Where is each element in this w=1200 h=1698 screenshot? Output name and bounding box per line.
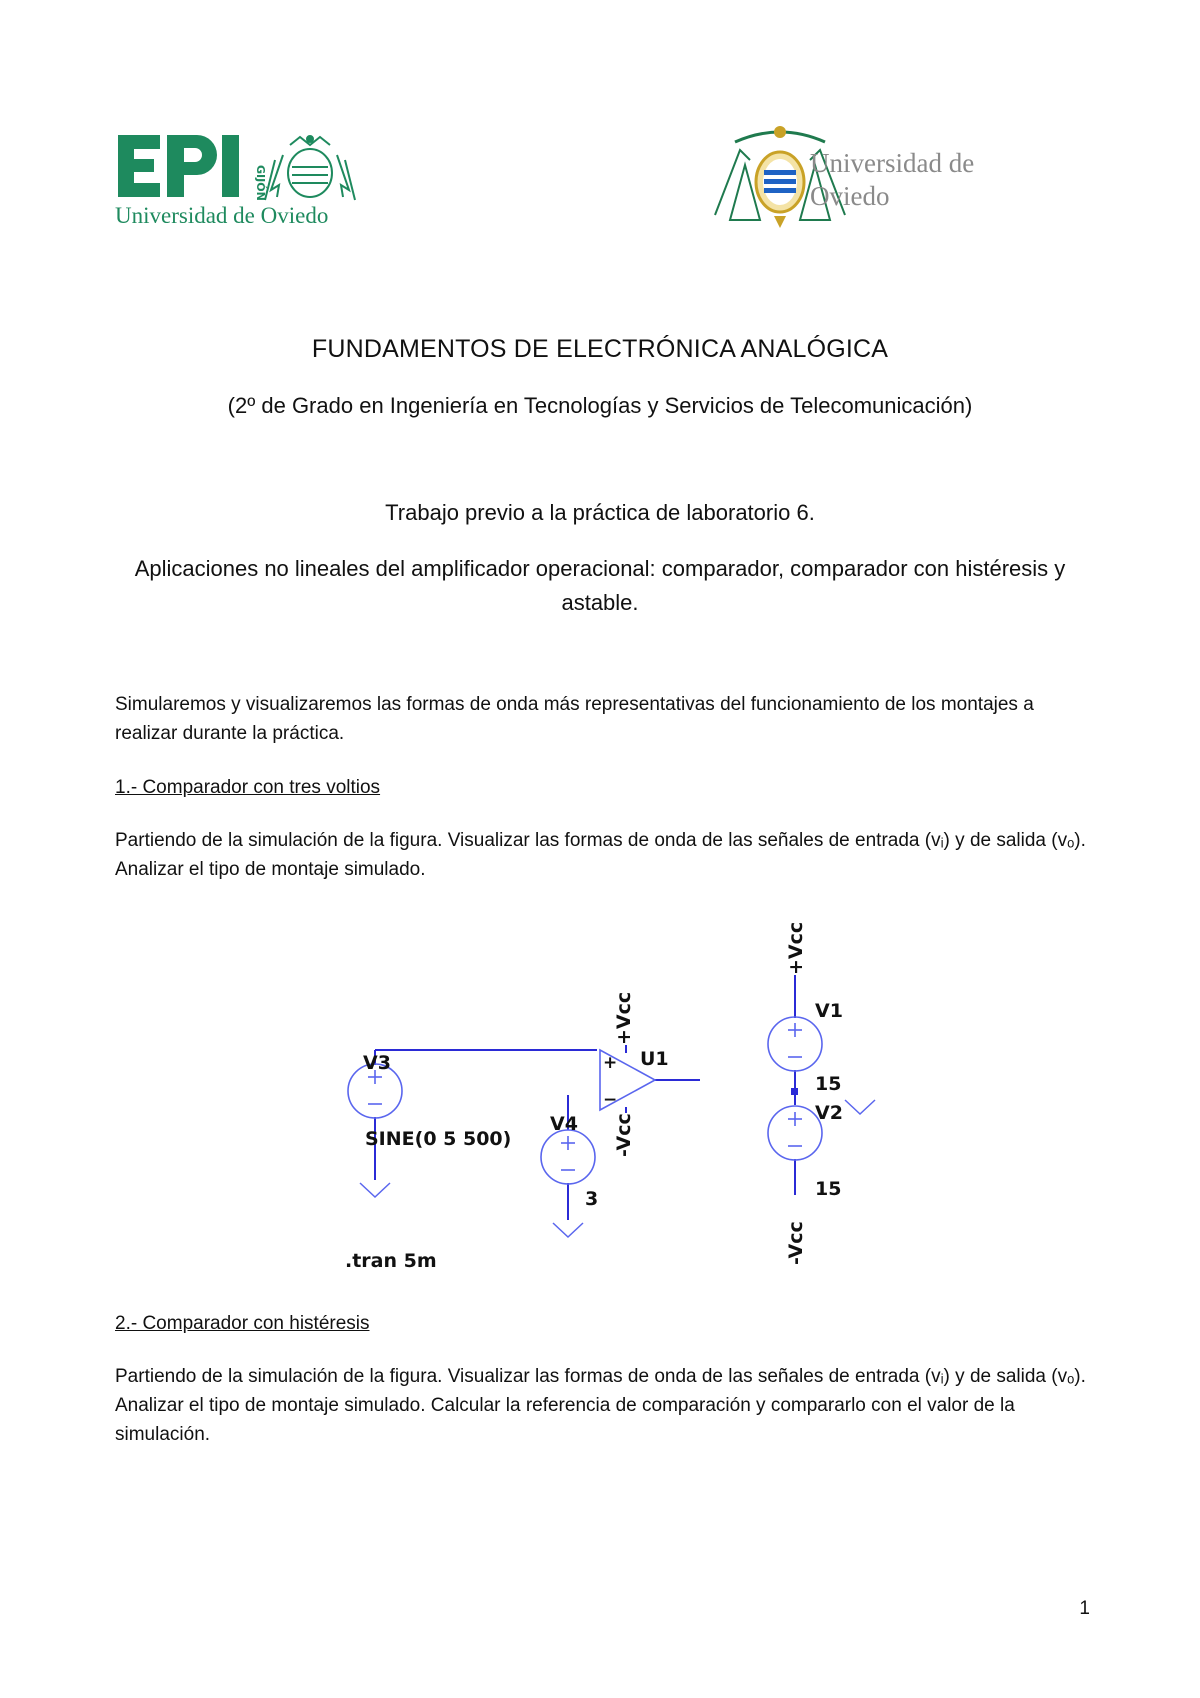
epi-caption: Universidad de Oviedo [115,203,329,228]
ground-symbol-v2 [845,1100,875,1114]
opamp-plus-sign: + [603,1053,618,1073]
uniovi-caption-line2: Oviedo [810,181,890,211]
document-subtitle: (2º de Grado en Ingeniería en Tecnologías y Servicios de Telecomunicación) [227,393,973,418]
section1-body: Partiendo de la simulación de la figura. Visualizar las formas de onda de las señales de entrada (vᵢ) y de salida (vₒ). Analizar el tipo de montaje simulado. [115,830,1086,880]
label-supply-vcc-pos: +Vcc [785,921,807,975]
label-v1-value: 15 [815,1073,842,1095]
ground-symbol-v4 [553,1223,583,1237]
label-v3: V3 [363,1052,391,1074]
epi-logo [115,125,390,240]
label-sine: SINE(0 5 500) [365,1128,512,1150]
label-supply-vcc-neg: -Vcc [785,1221,807,1265]
label-v4-value: 3 [585,1188,599,1210]
uniovi-logo-graphic [700,120,1100,240]
uniovi-logo [700,120,1100,240]
uniovi-caption-line1: Universidad de [810,148,975,178]
label-tran-directive: .tran 5m [345,1250,437,1272]
comparator-circuit-figure [310,905,900,1275]
circuit-wires [375,975,795,1220]
section2-heading: 2.- Comparador con histéresis [115,1313,370,1334]
page-number: 1 [1079,1598,1090,1619]
task-subtitle: Aplicaciones no lineales del amplificador operacional: comparador, comparador con histéresis y astable. [134,556,1066,615]
label-opamp-vcc-neg: -Vcc [613,1113,635,1157]
epi-side-text: GIJÓN [254,165,267,201]
task-title: Trabajo previo a la práctica de laboratorio 6. [385,500,815,525]
intro-paragraph: Simularemos y visualizaremos las formas de onda más representativas del funcionamiento de los montajes a realizar durante la práctica. [115,694,1034,744]
university-crest-icon [265,136,355,200]
opamp-minus-sign: − [603,1090,618,1110]
epi-logo-graphic [115,125,390,240]
label-opamp-vcc-pos: +Vcc [613,991,635,1045]
label-u1: U1 [640,1048,669,1070]
label-v1: V1 [815,1000,843,1022]
section2-body: Partiendo de la simulación de la figura. Visualizar las formas de onda de las señales de entrada (vᵢ) y de salida (vₒ). Analizar el tipo de montaje simulado. Calcular la referencia de comparación y compararlo con el valor de la simulación. [115,1366,1086,1445]
label-v2: V2 [815,1102,843,1124]
label-v4: V4 [550,1113,578,1135]
document-title: FUNDAMENTOS DE ELECTRÓNICA ANALÓGICA [311,335,889,363]
label-v2-value: 15 [815,1178,842,1200]
junction-dot [791,1088,798,1095]
section1-heading: 1.- Comparador con tres voltios [115,777,381,798]
ground-symbol-v3 [360,1183,390,1197]
